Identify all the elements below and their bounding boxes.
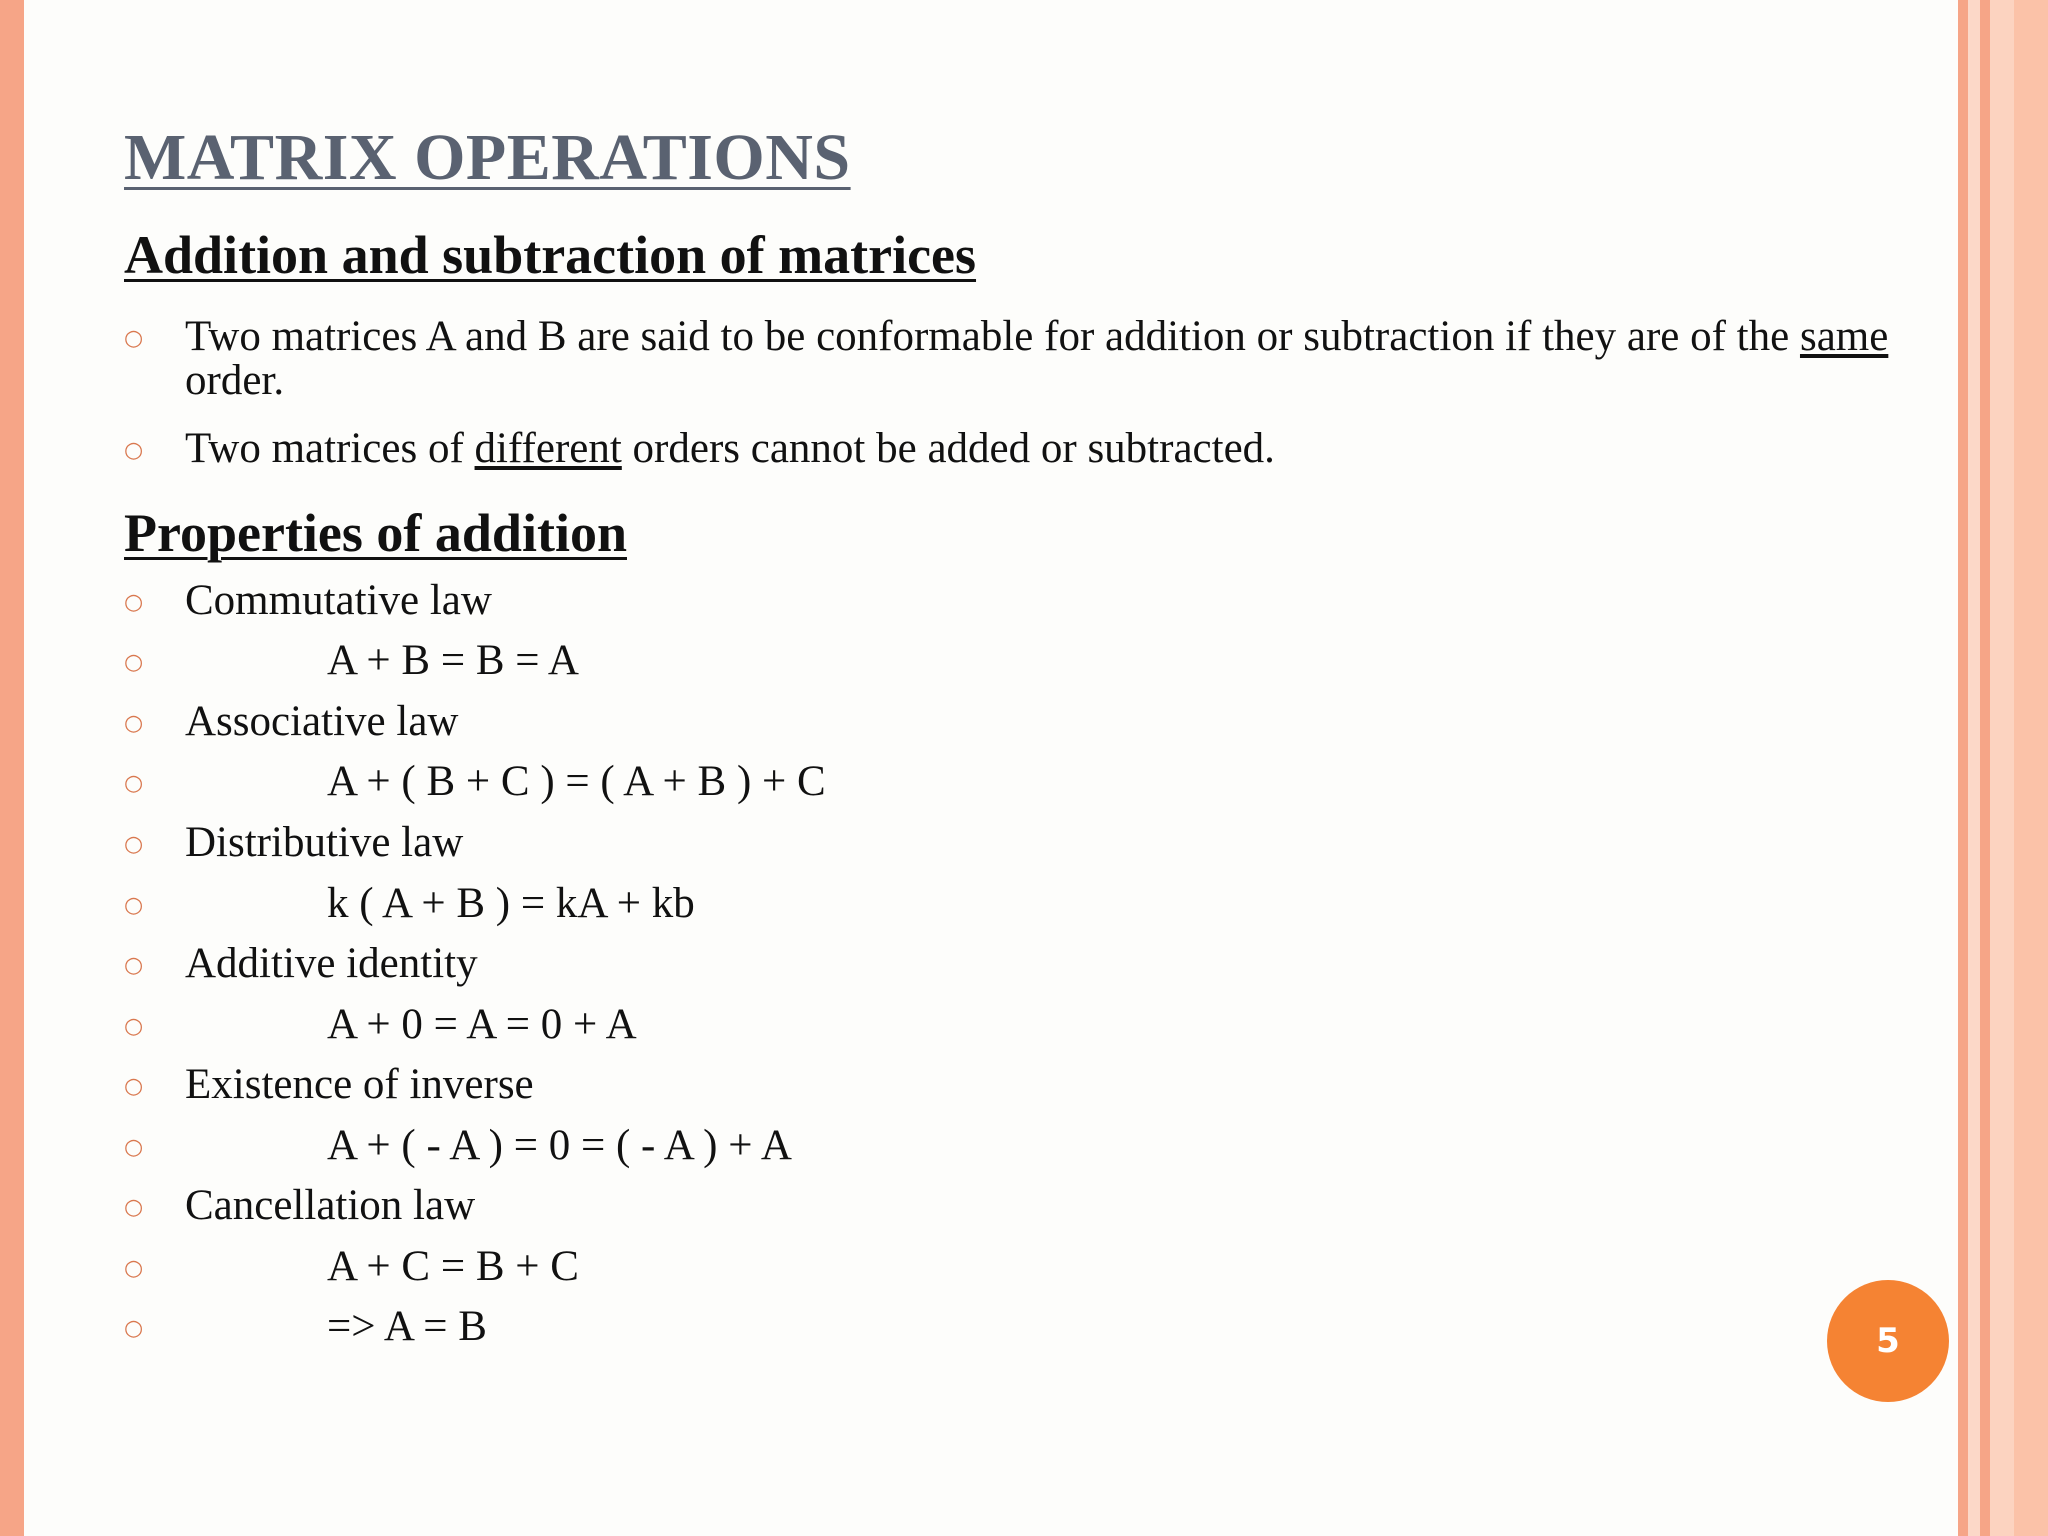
property-label: Associative law <box>185 698 459 745</box>
property-formula: A + ( B + C ) = ( A + B ) + C <box>327 758 826 805</box>
page-number-badge: 5 <box>1827 1280 1949 1402</box>
bullet-circle-icon: ○ <box>124 590 144 615</box>
property-formula: A + ( - A ) = 0 = ( - A ) + A <box>327 1122 792 1169</box>
bullet-circle-icon: ○ <box>124 1014 144 1039</box>
bullet-circle-icon: ○ <box>124 711 144 736</box>
right-accent-band <box>1958 0 1968 1536</box>
bullet-circle-icon: ○ <box>124 893 144 918</box>
bullet-circle-icon: ○ <box>124 771 144 796</box>
bullet-circle-icon: ○ <box>124 1256 144 1281</box>
property-label: Distributive law <box>185 819 464 866</box>
bullet-circle-icon: ○ <box>124 832 144 857</box>
property-formula: k ( A + B ) = kA + kb <box>327 880 695 927</box>
property-formula: A + B = B = A <box>327 637 579 684</box>
bullet-circle-icon: ○ <box>124 1135 144 1160</box>
bullet-text: Two matrices of different orders cannot be added or subtracted. <box>185 425 1275 472</box>
right-accent-band <box>1980 0 1990 1536</box>
section-heading-addition-subtraction: Addition and subtraction of matrices <box>124 225 977 285</box>
property-formula: => A = B <box>327 1303 487 1350</box>
bullet-text: Two matrices A and B are said to be conformable for addition or subtraction if they are of the same order. <box>185 313 1889 404</box>
property-formula: A + C = B + C <box>327 1243 579 1290</box>
bullet-circle-icon: ○ <box>124 438 144 463</box>
property-label: Commutative law <box>185 577 492 624</box>
bullet-circle-icon: ○ <box>124 1316 144 1341</box>
left-accent-stripe <box>0 0 24 1536</box>
right-accent-band <box>1968 0 1980 1536</box>
bullet-circle-icon: ○ <box>124 650 144 675</box>
right-accent-band <box>1990 0 2014 1536</box>
section-heading-properties: Properties of addition <box>124 503 627 563</box>
bullet-circle-icon: ○ <box>124 326 144 351</box>
property-label: Additive identity <box>185 940 478 987</box>
property-label: Cancellation law <box>185 1182 476 1229</box>
property-formula: A + 0 = A = 0 + A <box>327 1001 637 1048</box>
bullet-circle-icon: ○ <box>124 1195 144 1220</box>
bullet-circle-icon: ○ <box>124 1074 144 1099</box>
right-accent-band <box>2014 0 2048 1536</box>
property-label: Existence of inverse <box>185 1061 534 1108</box>
slide-title: MATRIX OPERATIONS <box>124 121 851 194</box>
bullet-circle-icon: ○ <box>124 953 144 978</box>
